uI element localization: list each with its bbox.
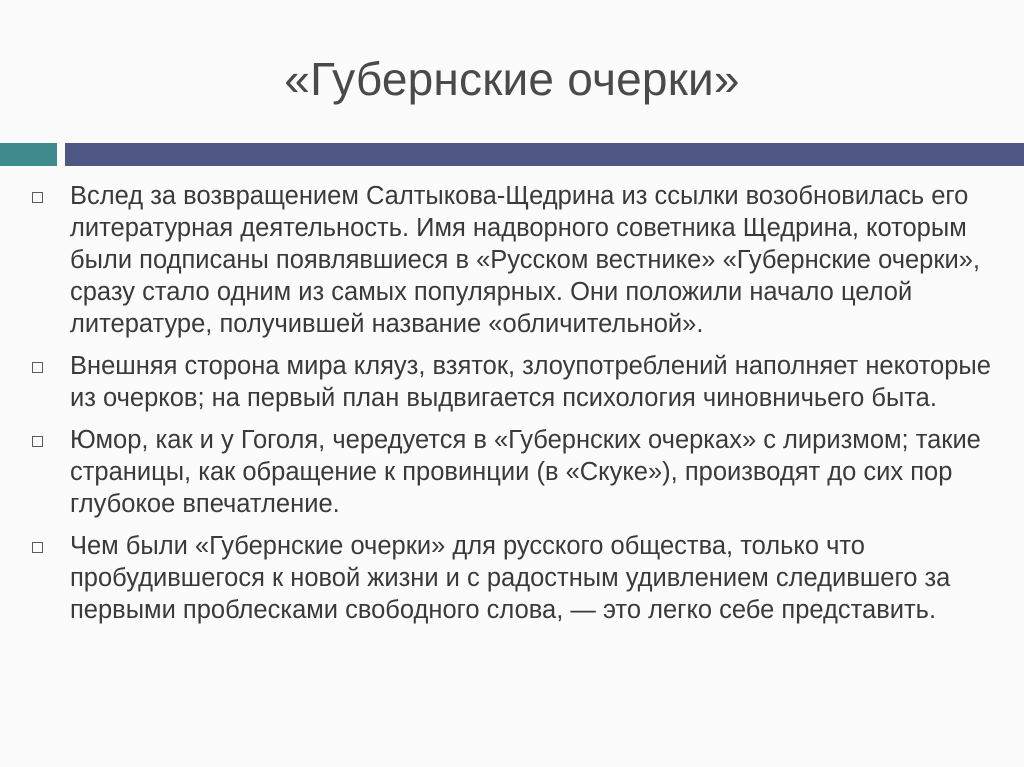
bullet-text: Внешняя сторона мира кляуз, взяток, злоупотреблений наполняет некоторые из очерков; на первый план выдвигается психология чиновничьего быта. bbox=[70, 352, 991, 412]
square-bullet-icon bbox=[32, 362, 43, 373]
slide-title: «Губернские очерки» bbox=[284, 53, 740, 105]
bullet-item bbox=[32, 180, 1007, 340]
square-bullet-icon bbox=[32, 436, 43, 447]
bullet-text: Юмор, как и у Гоголя, чередуется в «Губернских очерках» с лиризмом; такие страницы, как обращение к провинции (в «Скуке»), производят до сих пор глубокое впечатление. bbox=[70, 426, 981, 518]
bullet-item bbox=[32, 424, 1007, 520]
square-bullet-icon bbox=[32, 542, 43, 553]
accent-band-right bbox=[65, 143, 1024, 166]
accent-band-left bbox=[0, 143, 57, 166]
square-bullet-icon bbox=[32, 192, 43, 203]
bullet-item bbox=[32, 350, 1007, 414]
bullet-text: Вслед за возвращением Салтыкова-Щедрина из ссылки возобновилась его литературная деятельность. Имя надворного советника Щедрина, которым были подписаны появлявшиеся в «Русском вестнике» «Губернские очерки», сразу стало одним из самых популярных. Они положили начало целой литературе, получившей название «обличительной». bbox=[70, 182, 981, 338]
bullet-text: Чем были «Губернские очерки» для русского общества, только что пробудившегося к новой жизни и с радостным удивлением следившего за первыми проблесками свободного слова, — это легко себе представить. bbox=[70, 532, 951, 624]
bullet-item bbox=[32, 530, 1007, 626]
bullet-list bbox=[32, 180, 1007, 636]
